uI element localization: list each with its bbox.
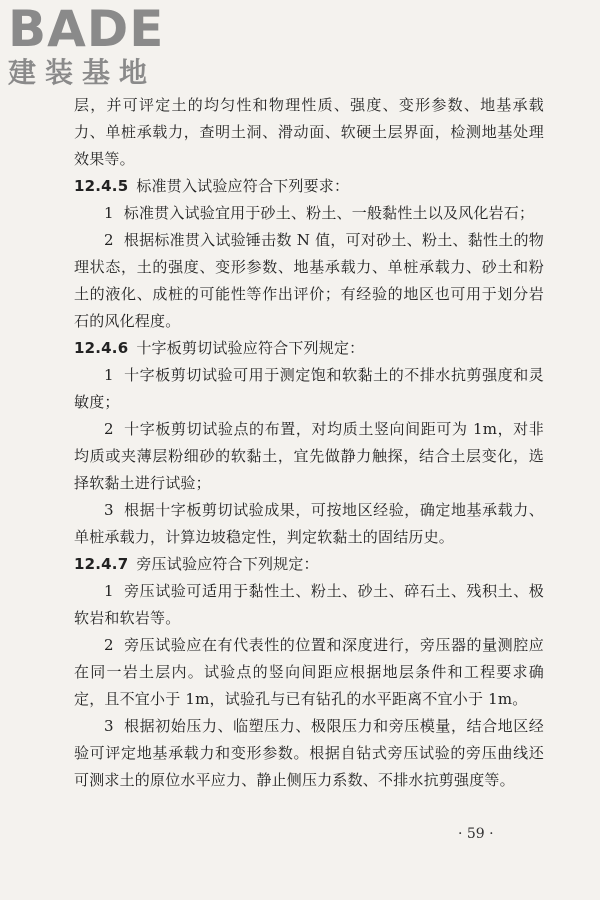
section-number: 12.4.5 [74,177,129,195]
item-text: 根据标准贯入试验锤击数 N 值，可对砂土、粉土、黏性土的物理状态，土的强度、变形参数、地基承载力、单桩承载力、砂土和粉土的液化、成桩的可能性等作出评价；有经验的地区也可用于划分岩石的风化程度。 [74,231,544,330]
item-text: 十字板剪切试验点的布置，对均质土竖向间距可为 1m，对非均质或夹薄层粉细砂的软黏土，宜先做静力触探，结合土层变化，选择软黏土进行试验； [74,420,544,492]
list-item [74,362,544,416]
list-item [74,416,544,497]
item-text: 标准贯入试验宜用于砂土、粉土、一般黏性土以及风化岩石； [123,204,535,222]
item-number: 1 [104,204,114,222]
section-heading-12-4-6 [74,335,544,362]
watermark-subtitle: 建装基地 [8,56,157,89]
watermark-logo [6,0,181,92]
list-item [74,227,544,335]
item-number: 3 [104,717,114,735]
page-number: · 59 · [458,826,494,842]
item-number: 3 [104,501,114,519]
list-item [74,713,544,794]
section-number: 12.4.7 [74,555,129,573]
list-item [74,497,544,551]
section-text: 标准贯入试验应符合下列要求： [136,177,350,195]
item-text: 旁压试验应在有代表性的位置和深度进行，旁压器的量测腔应在同一岩土层内。试验点的竖向间距应根据地层条件和工程要求确定，且不宜小于 1m，试验孔与已有钻孔的水平距离不宜小于 1m。 [74,636,544,708]
item-number: 2 [104,231,114,249]
item-number: 1 [104,582,114,600]
item-text: 十字板剪切试验可用于测定饱和软黏土的不排水抗剪强度和灵敏度； [74,366,544,411]
item-number: 2 [104,636,114,654]
section-heading-12-4-7 [74,551,544,578]
page-body [74,92,544,794]
section-text: 旁压试验应符合下列规定： [136,555,319,573]
paragraph-text: 层，并可评定土的均匀性和物理性质、强度、变形参数、地基承载力、单桩承载力，查明土洞、滑动面、软硬土层界面，检测地基处理效果等。 [74,96,544,168]
list-item [74,200,544,227]
item-text: 根据十字板剪切试验成果，可按地区经验，确定地基承载力、单桩承载力，计算边坡稳定性，判定软黏土的固结历史。 [74,501,544,546]
section-number: 12.4.6 [74,339,129,357]
watermark-brand: BADE [8,0,165,58]
item-text: 根据初始压力、临塑压力、极限压力和旁压模量，结合地区经验可评定地基承载力和变形参数。根据自钻式旁压试验的旁压曲线还可测求土的原位水平应力、静止侧压力系数、不排水抗剪强度等。 [74,717,544,789]
section-text: 十字板剪切试验应符合下列规定： [136,339,365,357]
item-number: 1 [104,366,114,384]
paragraph-continuation [74,92,544,173]
list-item [74,632,544,713]
item-number: 2 [104,420,114,438]
list-item [74,578,544,632]
item-text: 旁压试验可适用于黏性土、粉土、砂土、碎石土、残积土、极软岩和软岩等。 [74,582,544,627]
section-heading-12-4-5 [74,173,544,200]
